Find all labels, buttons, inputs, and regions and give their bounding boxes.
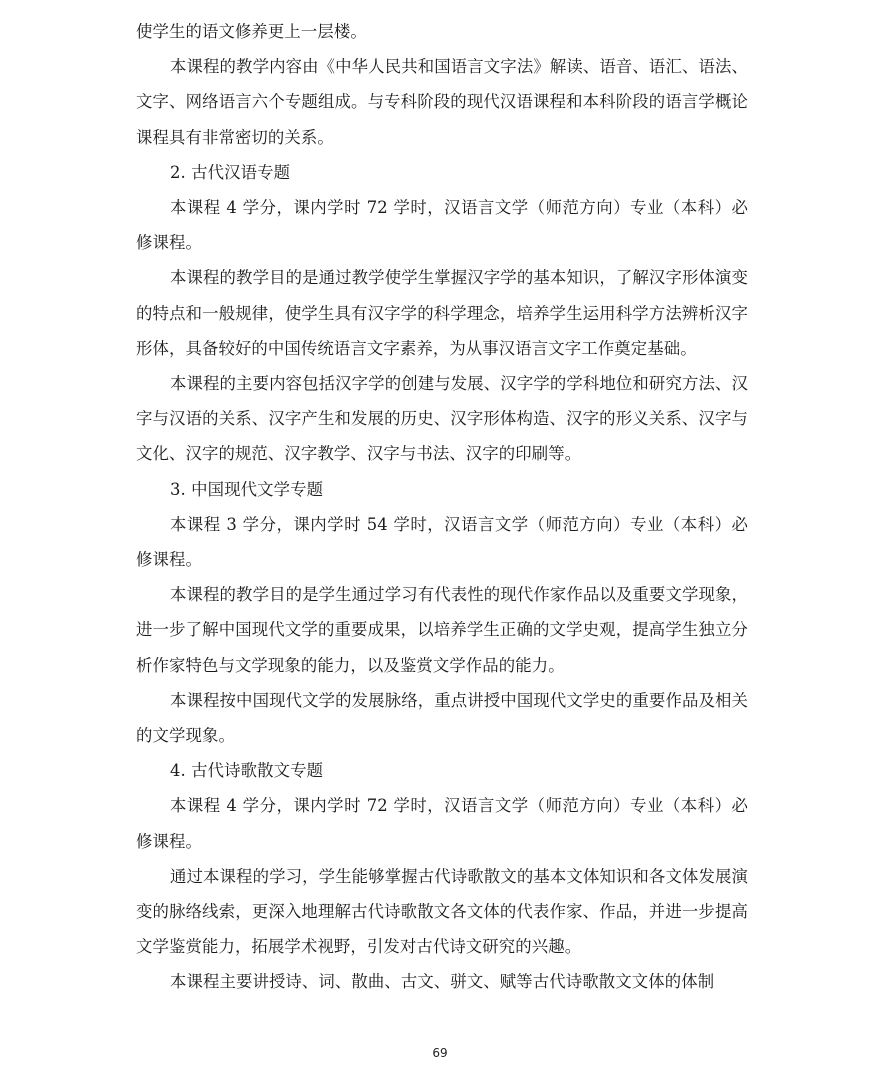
paragraph-course-goal: 本课程的教学目的是通过教学使学生掌握汉字学的基本知识，了解汉字形体演变的特点和一般规律，使学生具有汉字学的科学理念，培养学生运用科学方法辨析汉字形体，具备较好的中国传统语言文字素养，为从事汉语言文字工作奠定基础。 (136, 268, 748, 358)
paragraph-course-main-content: 本课程的主要内容包括汉字学的创建与发展、汉字学的学科地位和研究方法、汉字与汉语的关系、汉字产生和发展的历史、汉字形体构造、汉字的形义关系、汉字与文化、汉字的规范、汉字教学、汉字与书法、汉字的印刷等。 (136, 374, 748, 464)
section-heading-modern-literature: 3. 中国现代文学专题 (170, 479, 324, 499)
paragraph-course-main-content: 本课程按中国现代文学的发展脉络，重点讲授中国现代文学史的重要作品及相关的文学现象。 (136, 690, 748, 746)
paragraph-course-content: 本课程的教学内容由《中华人民共和国语言文字法》解读、语音、语汇、语法、文字、网络语言六个专题组成。与专科阶段的现代汉语课程和本科阶段的语言学概论课程具有非常密切的关系。 (136, 57, 748, 147)
paragraph-course-goal: 本课程的教学目的是学生通过学习有代表性的现代作家作品以及重要文学现象，进一步了解中国现代文学的重要成果，以培养学生正确的文学史观，提高学生独立分析作家特色与文学现象的能力，以及鉴赏文学作品的能力。 (136, 585, 748, 675)
paragraph-course-goal: 通过本课程的学习，学生能够掌握古代诗歌散文的基本文体知识和各文体发展演变的脉络线索，更深入地理解古代诗歌散文各文体的代表作家、作品，并进一步提高文学鉴赏能力，拓展学术视野，引发对古代诗文研究的兴趣。 (136, 866, 748, 957)
paragraph-continued: 使学生的语文修养更上一层楼。 (136, 22, 367, 41)
page-content (136, 14, 748, 1000)
paragraph-course-main-content: 本课程主要讲授诗、词、散曲、古文、骈文、赋等古代诗歌散文文体的体制 (170, 972, 715, 992)
page-number: 69 (432, 1046, 448, 1060)
section-heading-ancient-poetry-prose: 4. 古代诗歌散文专题 (170, 761, 324, 781)
section-heading-ancient-chinese: 2. 古代汉语专题 (170, 162, 291, 182)
paragraph-course-credits: 本课程 3 学分，课内学时 54 学时，汉语言文学（师范方向）专业（本科）必修课程。 (136, 514, 748, 570)
paragraph-course-credits: 本课程 4 学分，课内学时 72 学时，汉语言文学（师范方向）专业（本科）必修课程。 (136, 198, 748, 253)
paragraph-course-credits: 本课程 4 学分，课内学时 72 学时，汉语言文学（师范方向）专业（本科）必修课程。 (136, 796, 748, 851)
